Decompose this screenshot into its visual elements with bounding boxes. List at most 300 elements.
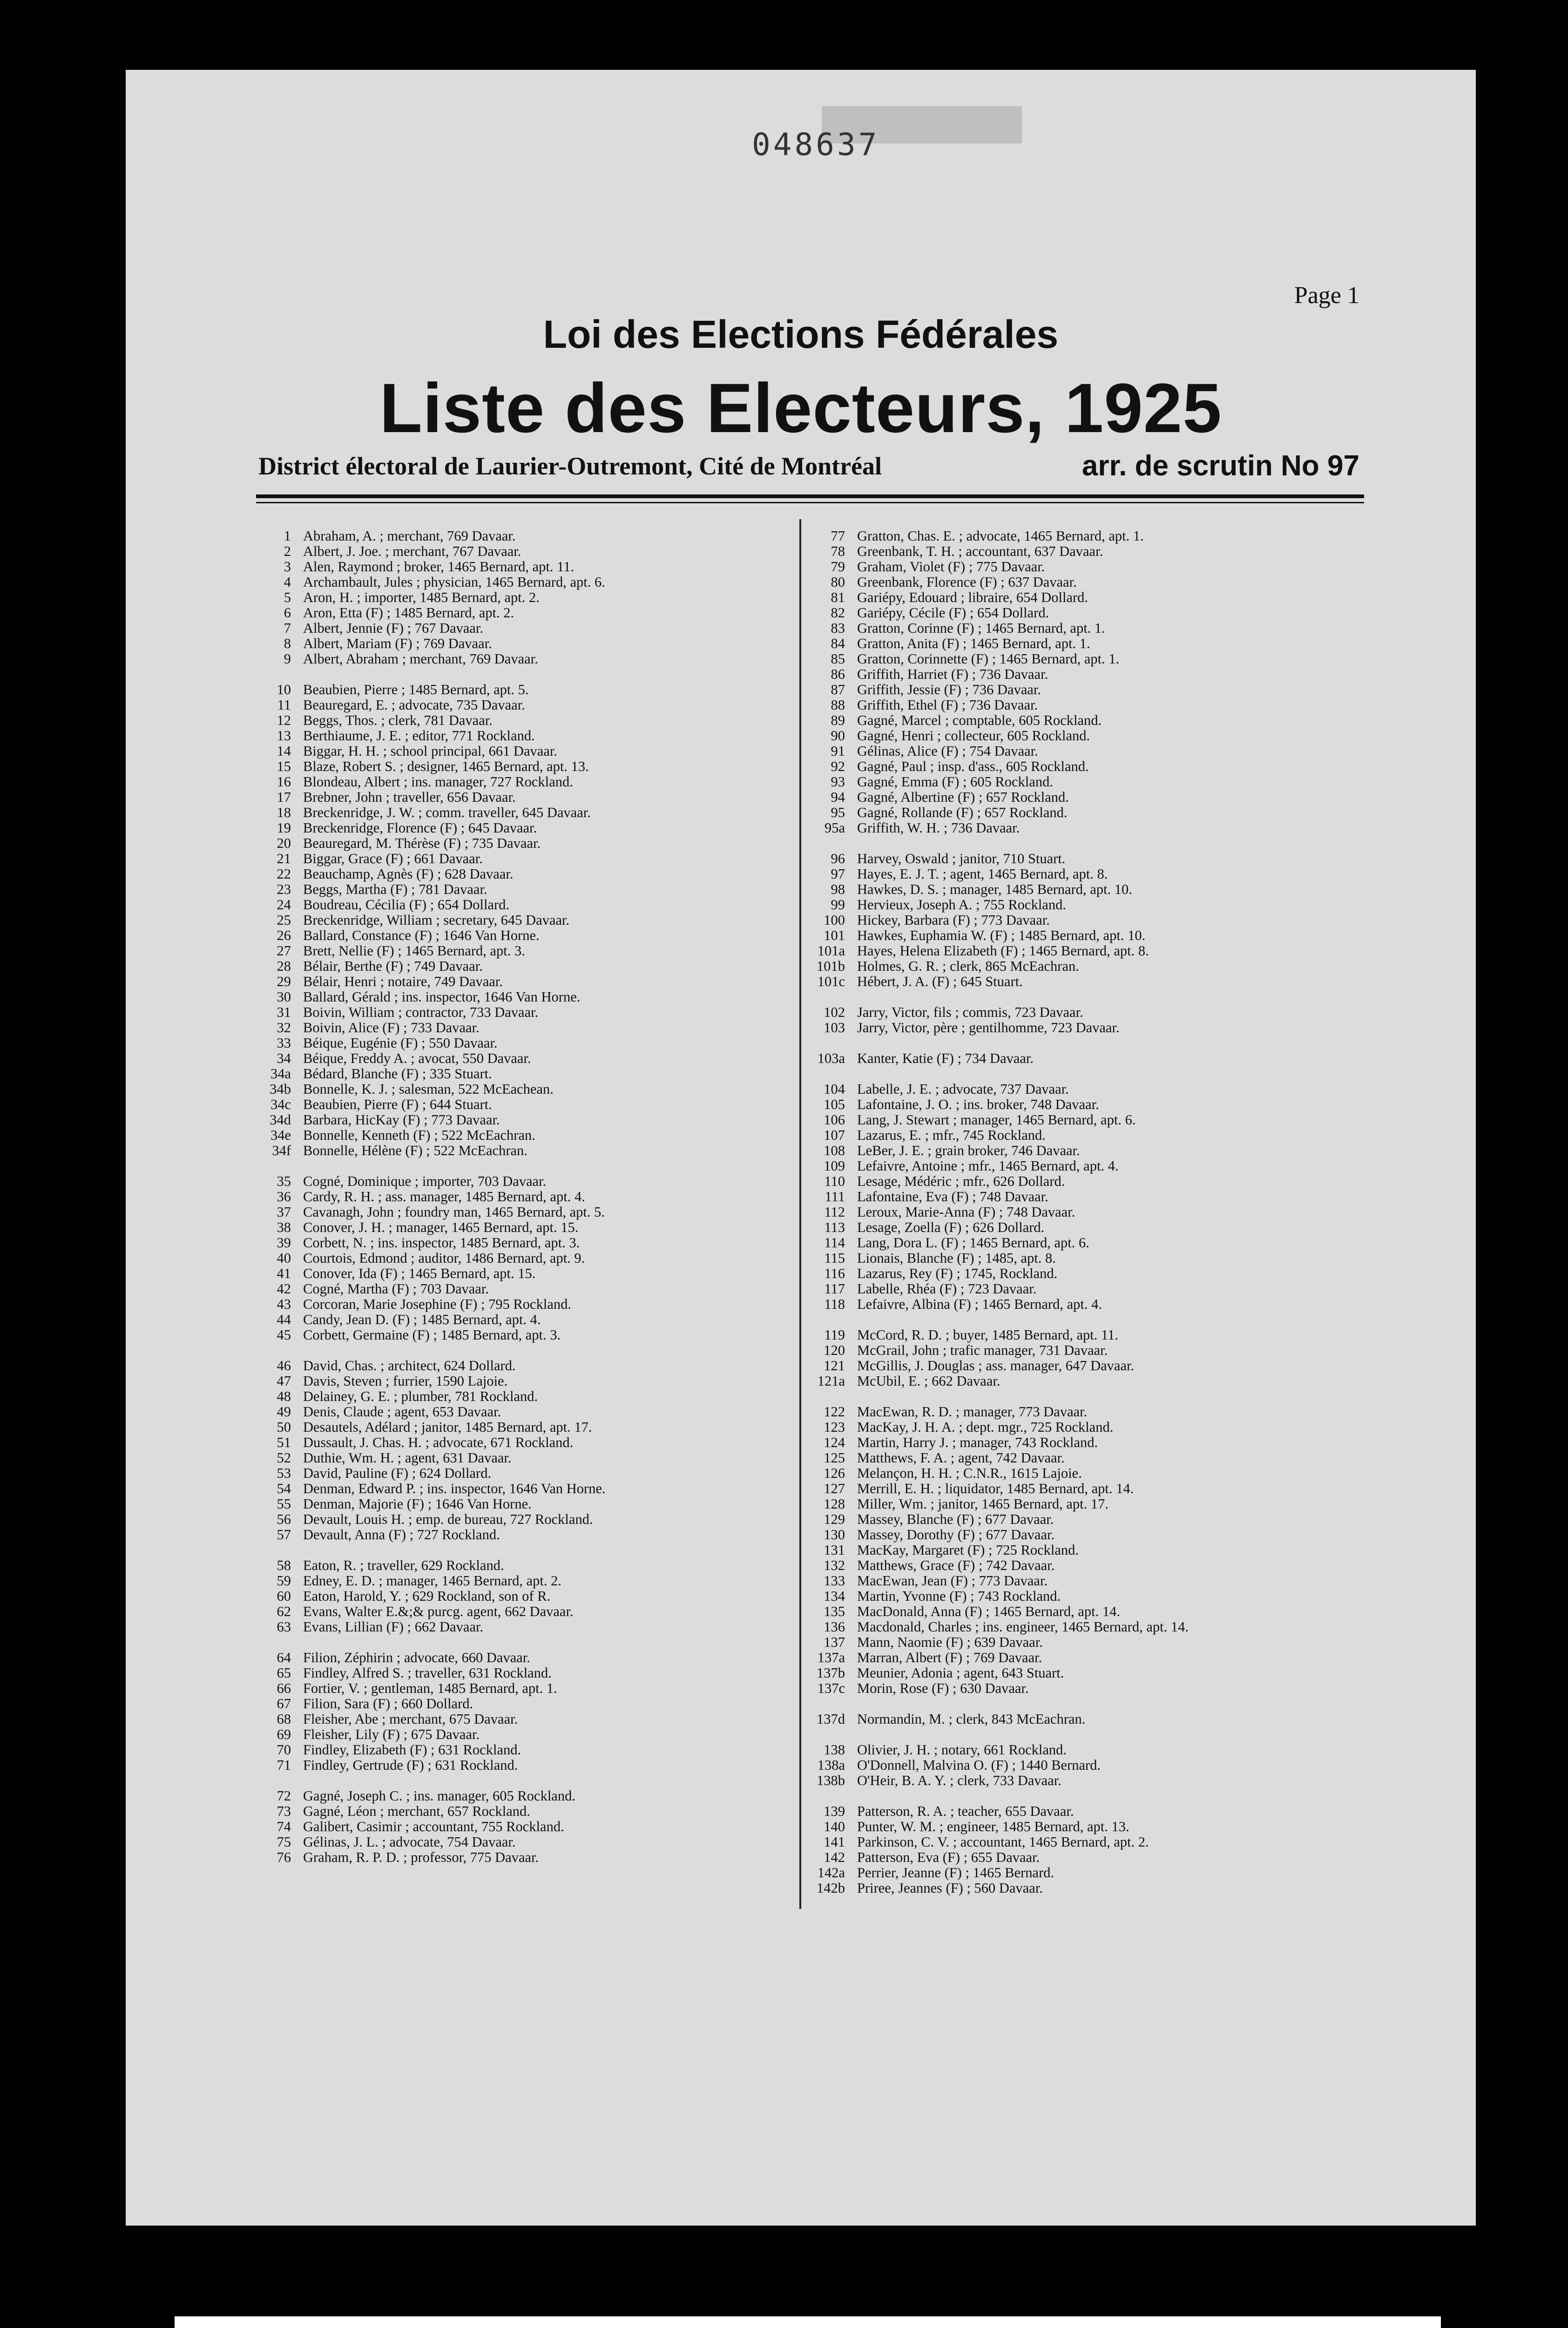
entry-number: 15 — [277, 758, 291, 774]
entry-text: Priree, Jeannes (F) ; 560 Davaar. — [857, 1880, 1043, 1896]
entry-number: 41 — [277, 1266, 291, 1281]
entry-text: Normandin, M. ; clerk, 843 McEachran. — [857, 1711, 1086, 1727]
entry-number: 123 — [824, 1419, 845, 1435]
column-divider — [799, 519, 801, 1909]
entry-text: Conover, Ida (F) ; 1465 Bernard, apt. 15. — [303, 1266, 536, 1281]
entry-text: O'Heir, B. A. Y. ; clerk, 733 Davaar. — [857, 1773, 1061, 1788]
entry-text: Ballard, Gérald ; ins. inspector, 1646 Van Horne. — [303, 989, 581, 1005]
entry-number: 44 — [277, 1312, 291, 1327]
elector-entry — [812, 1819, 1385, 1834]
elector-entry — [258, 1281, 794, 1297]
entry-text: Lafontaine, Eva (F) ; 748 Davaar. — [857, 1189, 1048, 1205]
elector-group — [258, 682, 794, 1158]
entry-text: Denman, Edward P. ; ins. inspector, 1646 Van Horne. — [303, 1481, 606, 1496]
elector-entry — [258, 1788, 794, 1804]
elector-entry — [812, 1420, 1385, 1435]
entry-number: 27 — [277, 943, 291, 959]
entry-number: 111 — [825, 1189, 845, 1205]
elector-entry — [258, 1082, 794, 1097]
elector-group — [258, 1558, 794, 1635]
entry-number: 124 — [824, 1435, 845, 1450]
entry-number: 49 — [277, 1404, 291, 1420]
entry-text: Gélinas, Alice (F) ; 754 Davaar. — [857, 743, 1038, 759]
entry-text: Gratton, Anita (F) ; 1465 Bernard, apt. 1. — [857, 636, 1090, 651]
entry-number: 108 — [824, 1143, 845, 1158]
entry-number: 54 — [277, 1481, 291, 1496]
elector-entry — [812, 1235, 1385, 1251]
entry-text: Gagné, Léon ; merchant, 657 Rockland. — [303, 1803, 530, 1819]
entry-text: Beauregard, E. ; advocate, 735 Davaar. — [303, 697, 525, 713]
elector-entry — [258, 1066, 794, 1082]
entry-number: 121a — [817, 1373, 845, 1389]
entry-number: 138 — [824, 1742, 845, 1758]
entry-text: Parkinson, C. V. ; accountant, 1465 Bernard, apt. 2. — [857, 1834, 1149, 1850]
entry-text: Hébert, J. A. (F) ; 645 Stuart. — [857, 974, 1023, 989]
entry-number: 59 — [277, 1573, 291, 1589]
elector-entry — [812, 1850, 1385, 1865]
entry-number: 28 — [277, 958, 291, 974]
entry-text: Evans, Lillian (F) ; 662 Davaar. — [303, 1619, 484, 1635]
elector-entry — [258, 1220, 794, 1235]
entry-number: 127 — [824, 1481, 845, 1496]
elector-entry — [258, 913, 794, 928]
elector-group — [812, 1742, 1385, 1788]
elector-entry — [812, 1589, 1385, 1604]
entry-text: Breckenridge, Florence (F) ; 645 Davaar. — [303, 820, 537, 836]
entry-number: 120 — [824, 1342, 845, 1358]
entry-number: 103 — [824, 1020, 845, 1035]
entry-text: Beauchamp, Agnès (F) ; 628 Davaar. — [303, 866, 514, 882]
entry-text: Breckenridge, William ; secretary, 645 Davaar. — [303, 912, 570, 928]
entry-number: 58 — [277, 1557, 291, 1573]
elector-entry — [258, 1619, 794, 1635]
entry-number: 16 — [277, 774, 291, 790]
entry-text: Fortier, V. ; gentleman, 1485 Bernard, apt. 1. — [303, 1680, 557, 1696]
entry-text: Hayes, E. J. T. ; agent, 1465 Bernard, apt. 8. — [857, 866, 1108, 882]
entry-text: Jarry, Victor, fils ; commis, 723 Davaar. — [857, 1004, 1083, 1020]
entry-text: MacEwan, Jean (F) ; 773 Davaar. — [857, 1573, 1048, 1589]
entry-text: Fleisher, Lily (F) ; 675 Davaar. — [303, 1726, 480, 1742]
entry-number: 46 — [277, 1358, 291, 1374]
entry-text: Filion, Zéphirin ; advocate, 660 Davaar. — [303, 1650, 530, 1665]
entry-number: 110 — [824, 1173, 845, 1189]
entry-text: Courtois, Edmond ; auditor, 1486 Bernard, apt. 9. — [303, 1250, 585, 1266]
entry-text: Bonnelle, K. J. ; salesman, 522 McEachean. — [303, 1081, 554, 1097]
entry-number: 68 — [277, 1711, 291, 1727]
entry-text: Duthie, Wm. H. ; agent, 631 Davaar. — [303, 1450, 512, 1466]
entry-number: 91 — [831, 743, 845, 759]
entry-number: 109 — [824, 1158, 845, 1174]
elector-entry — [258, 1496, 794, 1512]
polling-division: arr. de scrutin No 97 — [1081, 450, 1359, 482]
entry-number: 29 — [277, 974, 291, 989]
elector-entry — [812, 1865, 1385, 1881]
elector-entry — [812, 1189, 1385, 1205]
entry-number: 17 — [277, 789, 291, 805]
entry-number: 93 — [831, 774, 845, 790]
entry-text: Greenbank, T. H. ; accountant, 637 Davaar. — [857, 543, 1103, 559]
elector-entry — [812, 1527, 1385, 1543]
elector-entry — [812, 1082, 1385, 1097]
entry-text: Albert, J. Joe. ; merchant, 767 Davaar. — [303, 543, 521, 559]
elector-entry — [258, 590, 794, 605]
entry-number: 81 — [831, 589, 845, 605]
entry-number: 77 — [831, 528, 845, 544]
elector-entry — [258, 1189, 794, 1205]
elector-entry — [258, 1374, 794, 1389]
elector-entry — [812, 1512, 1385, 1527]
elector-entry — [812, 882, 1385, 897]
elector-entry — [812, 790, 1385, 805]
elector-entry — [258, 697, 794, 713]
elector-entry — [812, 1404, 1385, 1420]
entry-number: 32 — [277, 1020, 291, 1035]
entry-text: Cogné, Martha (F) ; 703 Davaar. — [303, 1281, 489, 1297]
entry-number: 128 — [824, 1496, 845, 1512]
entry-text: Lang, Dora L. (F) ; 1465 Bernard, apt. 6. — [857, 1235, 1089, 1251]
entry-number: 9 — [284, 651, 291, 667]
entry-text: David, Chas. ; architect, 624 Dollard. — [303, 1358, 516, 1374]
elector-entry — [258, 575, 794, 590]
entry-text: McGillis, J. Douglas ; ass. manager, 647 Davaar. — [857, 1358, 1135, 1374]
elector-entry — [812, 559, 1385, 575]
elector-entry — [812, 913, 1385, 928]
entry-number: 1 — [284, 528, 291, 544]
elector-entry — [258, 1174, 794, 1189]
entry-number: 136 — [824, 1619, 845, 1635]
elector-entry — [258, 605, 794, 621]
entry-number: 83 — [831, 620, 845, 636]
elector-entry — [258, 1235, 794, 1251]
entry-text: Findley, Elizabeth (F) ; 631 Rockland. — [303, 1742, 521, 1758]
entry-number: 90 — [831, 728, 845, 744]
entry-text: Lazarus, E. ; mfr., 745 Rockland. — [857, 1127, 1046, 1143]
entry-number: 102 — [824, 1004, 845, 1020]
elector-entry — [258, 943, 794, 959]
elector-entry — [258, 1758, 794, 1773]
entry-number: 40 — [277, 1250, 291, 1266]
entry-text: Marran, Albert (F) ; 769 Davaar. — [857, 1650, 1042, 1665]
entry-text: Kanter, Katie (F) ; 734 Davaar. — [857, 1050, 1034, 1066]
entry-number: 51 — [277, 1435, 291, 1450]
entry-number: 95a — [824, 820, 845, 836]
entry-number: 97 — [831, 866, 845, 882]
entry-text: Griffith, Harriet (F) ; 736 Davaar. — [857, 666, 1048, 682]
elector-entry — [258, 1819, 794, 1834]
elector-entry — [812, 1650, 1385, 1665]
entry-text: Berthiaume, J. E. ; editor, 771 Rockland. — [303, 728, 535, 744]
entry-number: 74 — [277, 1819, 291, 1834]
elector-entry — [258, 528, 794, 544]
entry-number: 98 — [831, 881, 845, 897]
elector-entry — [258, 1435, 794, 1450]
entry-text: Gagné, Paul ; insp. d'ass., 605 Rockland. — [857, 758, 1089, 774]
elector-entry — [812, 1143, 1385, 1158]
elector-list-right-column — [812, 528, 1385, 1911]
entry-number: 130 — [824, 1527, 845, 1543]
entry-text: Galibert, Casimir ; accountant, 755 Rockland. — [303, 1819, 564, 1834]
entry-number: 122 — [824, 1404, 845, 1420]
elector-entry — [258, 1205, 794, 1220]
elector-group — [812, 1051, 1385, 1066]
entry-number: 106 — [824, 1112, 845, 1128]
entry-text: Patterson, Eva (F) ; 655 Davaar. — [857, 1849, 1040, 1865]
elector-group — [258, 1788, 794, 1865]
entry-text: Gratton, Corinnette (F) ; 1465 Bernard, apt. 1. — [857, 651, 1120, 667]
elector-entry — [258, 1266, 794, 1281]
entry-number: 53 — [277, 1465, 291, 1481]
entry-number: 23 — [277, 881, 291, 897]
entry-text: Albert, Abraham ; merchant, 769 Davaar. — [303, 651, 538, 667]
entry-text: Jarry, Victor, père ; gentilhomme, 723 Davaar. — [857, 1020, 1120, 1035]
entry-number: 4 — [284, 574, 291, 590]
entry-text: Conover, J. H. ; manager, 1465 Bernard, apt. 15. — [303, 1219, 579, 1235]
entry-text: Gagné, Rollande (F) ; 657 Rockland. — [857, 805, 1068, 820]
entry-text: Cardy, R. H. ; ass. manager, 1485 Bernard, apt. 4. — [303, 1189, 585, 1205]
stamp-number: 048637 — [752, 127, 880, 162]
elector-entry — [812, 1496, 1385, 1512]
entry-number: 96 — [831, 851, 845, 866]
elector-group — [812, 1005, 1385, 1035]
page-number: Page 1 — [1294, 282, 1359, 309]
elector-entry — [812, 697, 1385, 713]
entry-number: 19 — [277, 820, 291, 836]
entry-text: Evans, Walter E.&;& purcg. agent, 662 Davaar. — [303, 1604, 574, 1619]
entry-number: 65 — [277, 1665, 291, 1681]
entry-number: 3 — [284, 559, 291, 575]
elector-group — [812, 1327, 1385, 1389]
entry-number: 132 — [824, 1557, 845, 1573]
entry-number: 85 — [831, 651, 845, 667]
entry-text: Morin, Rose (F) ; 630 Davaar. — [857, 1680, 1029, 1696]
elector-entry — [258, 805, 794, 820]
entry-number: 116 — [824, 1266, 845, 1281]
entry-number: 140 — [824, 1819, 845, 1834]
entry-text: Boivin, William ; contractor, 733 Davaar. — [303, 1004, 539, 1020]
elector-entry — [812, 974, 1385, 989]
elector-entry — [258, 1696, 794, 1712]
entry-text: Eaton, Harold, Y. ; 629 Rockland, son of R. — [303, 1588, 551, 1604]
entry-number: 63 — [277, 1619, 291, 1635]
entry-text: Leroux, Marie-Anna (F) ; 748 Davaar. — [857, 1204, 1075, 1220]
entry-number: 76 — [277, 1849, 291, 1865]
entry-number: 7 — [284, 620, 291, 636]
entry-text: Cogné, Dominique ; importer, 703 Davaar. — [303, 1173, 547, 1189]
entry-text: Corbett, Germaine (F) ; 1485 Bernard, apt. 3. — [303, 1327, 561, 1343]
elector-entry — [812, 575, 1385, 590]
elector-group — [812, 1082, 1385, 1312]
elector-entry — [258, 1404, 794, 1420]
entry-number: 84 — [831, 636, 845, 651]
entry-number: 47 — [277, 1373, 291, 1389]
elector-entry — [812, 544, 1385, 559]
elector-entry — [258, 790, 794, 805]
entry-text: Fleisher, Abe ; merchant, 675 Davaar. — [303, 1711, 518, 1727]
entry-text: Lionais, Blanche (F) ; 1485, apt. 8. — [857, 1250, 1056, 1266]
elector-entry — [258, 728, 794, 744]
document-page — [126, 70, 1476, 2226]
elector-entry — [812, 1005, 1385, 1020]
entry-text: Biggar, H. H. ; school principal, 661 Davaar. — [303, 743, 557, 759]
entry-text: Martin, Harry J. ; manager, 743 Rockland. — [857, 1435, 1098, 1450]
entry-text: Béique, Freddy A. ; avocat, 550 Davaar. — [303, 1050, 531, 1066]
entry-number: 121 — [824, 1358, 845, 1374]
elector-entry — [812, 1374, 1385, 1389]
entry-number: 71 — [277, 1757, 291, 1773]
entry-text: Blaze, Robert S. ; designer, 1465 Bernard, apt. 13. — [303, 758, 589, 774]
elector-entry — [258, 1804, 794, 1819]
entry-number: 22 — [277, 866, 291, 882]
elector-entry — [258, 1573, 794, 1589]
elector-entry — [812, 1220, 1385, 1235]
entry-number: 94 — [831, 789, 845, 805]
elector-entry — [812, 1466, 1385, 1481]
elector-entry — [812, 1266, 1385, 1281]
entry-text: Aron, Etta (F) ; 1485 Bernard, apt. 2. — [303, 605, 514, 621]
entry-number: 48 — [277, 1388, 291, 1404]
entry-number: 35 — [277, 1173, 291, 1189]
elector-entry — [258, 897, 794, 913]
entry-text: Mann, Naomie (F) ; 639 Davaar. — [857, 1634, 1043, 1650]
elector-entry — [258, 636, 794, 651]
entry-number: 66 — [277, 1680, 291, 1696]
entry-text: LeBer, J. E. ; grain broker, 746 Davaar. — [857, 1143, 1080, 1158]
entry-number: 52 — [277, 1450, 291, 1466]
district-label: District électoral de Laurier-Outremont, Cité de Montréal — [258, 452, 882, 480]
elector-entry — [258, 1297, 794, 1312]
entry-number: 30 — [277, 989, 291, 1005]
entry-number: 117 — [824, 1281, 845, 1297]
entry-number: 60 — [277, 1588, 291, 1604]
elector-entry — [812, 1128, 1385, 1143]
elector-entry — [812, 621, 1385, 636]
elector-entry — [812, 1097, 1385, 1112]
entry-number: 100 — [824, 912, 845, 928]
entry-text: Archambault, Jules ; physician, 1465 Bernard, apt. 6. — [303, 574, 605, 590]
elector-entry — [258, 759, 794, 774]
entry-text: Béique, Eugénie (F) ; 550 Davaar. — [303, 1035, 498, 1051]
elector-entry — [258, 1466, 794, 1481]
entry-number: 137b — [817, 1665, 845, 1681]
elector-entry — [258, 774, 794, 790]
elector-entry — [258, 836, 794, 851]
elector-entry — [812, 636, 1385, 651]
entry-number: 115 — [824, 1250, 845, 1266]
entry-text: Lefaivre, Albina (F) ; 1465 Bernard, apt. 4. — [857, 1296, 1102, 1312]
elector-entry — [258, 1742, 794, 1758]
elector-entry — [258, 1420, 794, 1435]
elector-entry — [812, 1450, 1385, 1466]
elector-entry — [812, 774, 1385, 790]
entry-text: Dussault, J. Chas. H. ; advocate, 671 Rockland. — [303, 1435, 574, 1450]
entry-text: Patterson, R. A. ; teacher, 655 Davaar. — [857, 1803, 1074, 1819]
entry-text: Hervieux, Joseph A. ; 755 Rockland. — [857, 897, 1066, 913]
entry-number: 72 — [277, 1788, 291, 1804]
entry-number: 142b — [817, 1880, 845, 1896]
elector-entry — [812, 1804, 1385, 1819]
elector-entry — [812, 728, 1385, 744]
elector-entry — [258, 1251, 794, 1266]
entry-text: Findley, Alfred S. ; traveller, 631 Rockland. — [303, 1665, 552, 1681]
entry-text: Lazarus, Rey (F) ; 1745, Rockland. — [857, 1266, 1058, 1281]
entry-number: 86 — [831, 666, 845, 682]
entry-number: 129 — [824, 1511, 845, 1527]
entry-number: 12 — [277, 712, 291, 728]
entry-number: 24 — [277, 897, 291, 913]
entry-text: Candy, Jean D. (F) ; 1485 Bernard, apt. 4. — [303, 1312, 541, 1327]
entry-number: 18 — [277, 805, 291, 820]
elector-entry — [812, 1558, 1385, 1573]
entry-number: 38 — [277, 1219, 291, 1235]
elector-entry — [812, 1358, 1385, 1374]
elector-entry — [812, 1665, 1385, 1681]
entry-text: Brebner, John ; traveller, 656 Davaar. — [303, 789, 516, 805]
elector-entry — [812, 820, 1385, 836]
elector-entry — [812, 1681, 1385, 1696]
elector-entry — [812, 1834, 1385, 1850]
elector-entry — [258, 989, 794, 1005]
elector-entry — [812, 1158, 1385, 1174]
entry-text: Denman, Majorie (F) ; 1646 Van Horne. — [303, 1496, 532, 1512]
entry-text: Beggs, Martha (F) ; 781 Davaar. — [303, 881, 487, 897]
entry-number: 14 — [277, 743, 291, 759]
entry-number: 112 — [824, 1204, 845, 1220]
elector-entry — [812, 928, 1385, 943]
elector-entry — [258, 1143, 794, 1158]
entry-text: Boivin, Alice (F) ; 733 Davaar. — [303, 1020, 480, 1035]
elector-entry — [258, 1681, 794, 1696]
entry-number: 25 — [277, 912, 291, 928]
elector-entry — [812, 1604, 1385, 1619]
entry-text: Abraham, A. ; merchant, 769 Davaar. — [303, 528, 516, 544]
entry-text: Lafontaine, J. O. ; ins. broker, 748 Davaar. — [857, 1096, 1099, 1112]
entry-number: 75 — [277, 1834, 291, 1850]
entry-number: 36 — [277, 1189, 291, 1205]
elector-entry — [812, 682, 1385, 697]
entry-number: 134 — [824, 1588, 845, 1604]
entry-text: MacKay, Margaret (F) ; 725 Rockland. — [857, 1542, 1079, 1558]
entry-text: Eaton, R. ; traveller, 629 Rockland. — [303, 1557, 504, 1573]
entry-number: 126 — [824, 1465, 845, 1481]
entry-text: Greenbank, Florence (F) ; 637 Davaar. — [857, 574, 1077, 590]
elector-entry — [258, 1712, 794, 1727]
entry-number: 82 — [831, 605, 845, 621]
entry-text: Bonnelle, Hélène (F) ; 522 McEachran. — [303, 1143, 527, 1158]
elector-entry — [812, 866, 1385, 882]
entry-text: MacDonald, Anna (F) ; 1465 Bernard, apt. 14. — [857, 1604, 1120, 1619]
elector-entry — [812, 851, 1385, 866]
entry-number: 34b — [270, 1081, 291, 1097]
elector-entry — [258, 1051, 794, 1066]
entry-number: 114 — [824, 1235, 845, 1251]
entry-number: 113 — [824, 1219, 845, 1235]
entry-number: 8 — [284, 636, 291, 651]
entry-text: Desautels, Adélard ; janitor, 1485 Bernard, apt. 17. — [303, 1419, 592, 1435]
entry-number: 80 — [831, 574, 845, 590]
entry-number: 133 — [824, 1573, 845, 1589]
elector-entry — [812, 1297, 1385, 1312]
entry-number: 87 — [831, 682, 845, 697]
elector-group — [258, 1174, 794, 1343]
elector-entry — [258, 851, 794, 866]
elector-entry — [812, 605, 1385, 621]
entry-number: 101a — [817, 943, 845, 959]
elector-entry — [258, 1358, 794, 1374]
entry-number: 2 — [284, 543, 291, 559]
elector-entry — [258, 1558, 794, 1573]
elector-entry — [812, 1020, 1385, 1035]
elector-entry — [812, 1174, 1385, 1189]
